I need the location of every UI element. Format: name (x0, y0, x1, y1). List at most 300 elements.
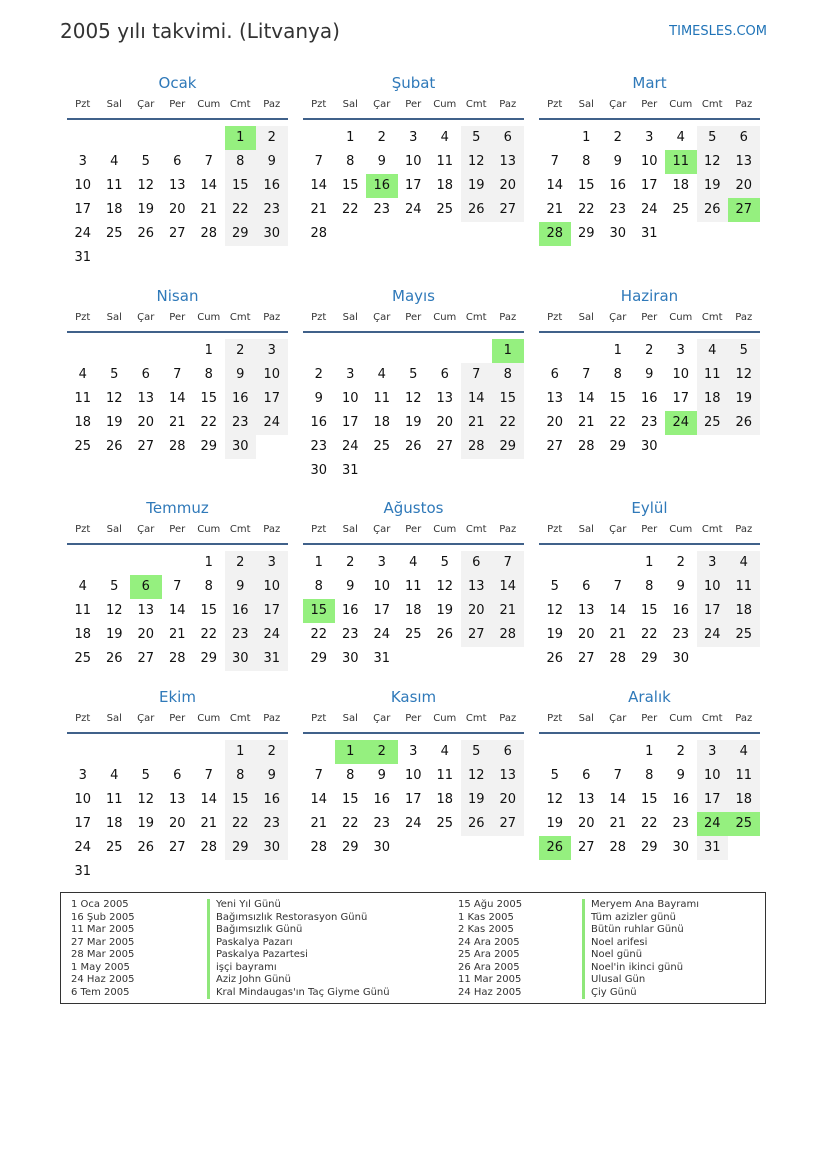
day-cell: 18 (404, 603, 422, 618)
day-cell: 17 (404, 792, 422, 807)
month-7 (67, 495, 288, 689)
holiday-day-cell: 26 (539, 836, 571, 860)
day-cell: 14 (461, 387, 493, 411)
day-cell: 18 (728, 788, 760, 812)
day-cell: 3 (697, 551, 729, 575)
day-cell: 30 (640, 439, 658, 454)
day-cell: 19 (137, 816, 155, 831)
day-cell: 28 (577, 439, 595, 454)
month-11 (303, 684, 524, 878)
day-cell: 10 (697, 575, 729, 599)
weekday-label: Cum (669, 99, 693, 110)
weekday-label: Cum (197, 524, 221, 535)
day-cell: 27 (577, 840, 595, 855)
day-cell: 6 (582, 768, 591, 783)
day-cell: 9 (377, 768, 386, 783)
day-cell: 4 (440, 744, 449, 759)
month-name: Ekim (159, 688, 196, 706)
day-cell: 6 (492, 126, 524, 150)
weekday-label: Cmt (229, 312, 251, 323)
day-cell: 7 (173, 579, 182, 594)
legend-holiday-name: Noel günü (582, 949, 699, 962)
weekday-label: Sal (342, 312, 358, 323)
day-cell: 20 (137, 415, 155, 430)
day-cell: 8 (613, 367, 622, 382)
day-cell: 17 (697, 599, 729, 623)
day-cell: 25 (404, 627, 422, 642)
month-1 (67, 70, 288, 264)
day-cell: 11 (373, 391, 391, 406)
weekday-label: Paz (499, 524, 517, 535)
weekday-label: Cmt (465, 99, 487, 110)
day-cell: 12 (461, 150, 493, 174)
day-cell: 22 (225, 812, 257, 836)
day-grid (539, 120, 760, 264)
day-cell: 3 (676, 343, 685, 358)
day-cell: 22 (492, 411, 524, 435)
day-cell: 31 (74, 864, 92, 879)
legend-date: 25 Ara 2005 (458, 949, 520, 960)
day-cell: 30 (672, 840, 690, 855)
weekday-label: Sal (106, 524, 122, 535)
day-cell: 24 (640, 202, 658, 217)
day-cell: 12 (137, 792, 155, 807)
weekday-label: Cmt (701, 312, 723, 323)
day-cell: 3 (377, 555, 386, 570)
day-cell: 8 (582, 154, 591, 169)
day-cell: 23 (310, 439, 328, 454)
day-cell: 16 (256, 174, 288, 198)
day-cell: 21 (577, 415, 595, 430)
day-cell: 19 (436, 603, 454, 618)
day-cell: 5 (440, 555, 449, 570)
day-cell: 12 (105, 603, 123, 618)
day-cell: 9 (346, 579, 355, 594)
day-cell: 24 (404, 816, 422, 831)
day-cell: 17 (74, 816, 92, 831)
weekday-label: Per (405, 713, 422, 724)
month-8 (303, 495, 524, 689)
day-cell: 25 (74, 651, 92, 666)
day-cell: 11 (74, 391, 92, 406)
legend-date: 2 Kas 2005 (458, 924, 514, 935)
day-cell: 17 (697, 788, 729, 812)
day-cell: 14 (546, 178, 564, 193)
day-cell: 27 (492, 198, 524, 222)
legend-date: 26 Ara 2005 (458, 961, 520, 973)
day-cell: 30 (225, 435, 257, 459)
day-cell: 4 (377, 367, 386, 382)
day-cell: 27 (168, 226, 186, 241)
day-cell: 24 (373, 627, 391, 642)
day-cell: 12 (546, 603, 564, 618)
day-cell: 30 (310, 463, 328, 478)
day-cell: 23 (256, 812, 288, 836)
day-cell: 5 (550, 579, 559, 594)
weekday-label: Cum (669, 524, 693, 535)
month-10 (67, 684, 288, 878)
day-cell: 4 (728, 740, 760, 764)
day-cell: 28 (310, 840, 328, 855)
legend-date: 11 Mar 2005 (458, 974, 522, 985)
holiday-day-cell: 24 (697, 812, 729, 836)
weekday-label: Çar (609, 524, 627, 535)
day-cell: 17 (74, 202, 92, 217)
day-cell: 5 (550, 768, 559, 783)
legend-holiday-name: Ulusal Gün (582, 974, 699, 987)
weekday-label: Per (405, 312, 422, 323)
day-cell: 16 (373, 792, 391, 807)
holiday-day-cell: 16 (366, 174, 398, 198)
day-cell: 27 (461, 623, 493, 647)
day-cell: 4 (409, 555, 418, 570)
legend-date: 15 Ağu 2005 (458, 899, 523, 910)
day-cell: 4 (676, 130, 685, 145)
day-cell: 1 (645, 744, 654, 759)
day-cell: 25 (373, 439, 391, 454)
weekday-label: Çar (137, 99, 155, 110)
day-cell: 1 (204, 555, 213, 570)
day-cell: 23 (341, 627, 359, 642)
day-cell: 2 (613, 130, 622, 145)
day-cell: 15 (341, 178, 359, 193)
day-cell: 4 (697, 339, 729, 363)
day-cell: 16 (225, 387, 257, 411)
weekday-label: Sal (578, 713, 594, 724)
month-name: Ağustos (383, 499, 444, 517)
day-cell: 8 (225, 764, 257, 788)
day-cell: 1 (645, 555, 654, 570)
day-grid (303, 545, 524, 689)
day-cell: 19 (137, 202, 155, 217)
day-cell: 7 (613, 768, 622, 783)
day-cell: 17 (341, 415, 359, 430)
weekday-label: Paz (263, 524, 281, 535)
day-cell: 1 (613, 343, 622, 358)
day-cell: 11 (74, 603, 92, 618)
weekday-label: Çar (373, 312, 391, 323)
day-cell: 10 (256, 575, 288, 599)
legend-date: 1 Oca 2005 (71, 899, 129, 910)
weekday-label: Sal (342, 524, 358, 535)
day-cell: 14 (200, 178, 218, 193)
day-cell: 4 (728, 551, 760, 575)
weekday-label: Sal (578, 99, 594, 110)
day-cell: 30 (341, 651, 359, 666)
day-cell: 6 (173, 768, 182, 783)
day-cell: 4 (78, 579, 87, 594)
day-grid (67, 734, 288, 878)
legend-holiday-name: Çiy Günü (582, 987, 699, 1000)
day-cell: 5 (110, 367, 119, 382)
day-cell: 13 (168, 178, 186, 193)
day-cell: 6 (141, 367, 150, 382)
day-cell: 23 (373, 202, 391, 217)
day-cell: 12 (436, 579, 454, 594)
day-cell: 16 (640, 391, 658, 406)
day-cell: 26 (137, 840, 155, 855)
legend-holiday-name: Bağımsızlık Günü (207, 924, 390, 937)
day-cell: 18 (105, 202, 123, 217)
month-5 (303, 283, 524, 477)
day-cell: 9 (377, 154, 386, 169)
day-cell: 19 (105, 627, 123, 642)
day-cell: 22 (609, 415, 627, 430)
legend-holiday-name: Tüm azizler günü (582, 912, 699, 925)
weekday-label: Çar (609, 99, 627, 110)
day-cell: 19 (105, 415, 123, 430)
weekday-label: Paz (735, 524, 753, 535)
day-cell: 31 (256, 647, 288, 671)
day-cell: 10 (672, 367, 690, 382)
day-cell: 26 (728, 411, 760, 435)
day-cell: 10 (373, 579, 391, 594)
day-cell: 22 (640, 816, 658, 831)
day-cell: 25 (105, 226, 123, 241)
weekday-label: Paz (735, 713, 753, 724)
day-cell: 28 (200, 840, 218, 855)
day-cell: 21 (310, 816, 328, 831)
day-cell: 18 (436, 178, 454, 193)
day-cell: 2 (225, 551, 257, 575)
day-cell: 5 (461, 126, 493, 150)
day-cell: 19 (461, 788, 493, 812)
month-name: Eylül (631, 499, 668, 517)
holiday-day-cell: 1 (335, 740, 367, 764)
weekday-header (67, 710, 288, 728)
day-cell: 21 (492, 599, 524, 623)
legend-holiday-name: Paskalya Pazarı (207, 937, 390, 950)
month-name: Aralık (628, 688, 671, 706)
day-cell: 23 (672, 816, 690, 831)
month-2 (303, 70, 524, 264)
day-cell: 31 (697, 836, 729, 860)
day-grid (67, 333, 288, 477)
day-cell: 29 (640, 651, 658, 666)
day-cell: 27 (436, 439, 454, 454)
day-cell: 23 (609, 202, 627, 217)
legend-holiday-name: Bütün ruhlar Günü (582, 924, 699, 937)
legend-date: 6 Tem 2005 (71, 986, 130, 998)
day-cell: 27 (492, 812, 524, 836)
day-cell: 23 (225, 411, 257, 435)
day-cell: 1 (225, 740, 257, 764)
weekday-label: Pzt (547, 312, 563, 323)
legend-date: 11 Mar 2005 (71, 924, 135, 935)
weekday-label: Cmt (465, 524, 487, 535)
holiday-day-cell: 1 (492, 339, 524, 363)
day-cell: 16 (341, 603, 359, 618)
day-cell: 30 (672, 651, 690, 666)
day-cell: 2 (377, 130, 386, 145)
day-cell: 1 (204, 343, 213, 358)
weekday-label: Per (641, 312, 658, 323)
weekday-label: Sal (106, 99, 122, 110)
day-cell: 24 (256, 411, 288, 435)
day-cell: 15 (200, 391, 218, 406)
day-cell: 9 (645, 367, 654, 382)
day-cell: 11 (436, 768, 454, 783)
day-cell: 13 (546, 391, 564, 406)
day-cell: 3 (78, 768, 87, 783)
weekday-label: Cmt (701, 524, 723, 535)
legend-holiday-name: Bağımsızlık Restorasyon Günü (207, 912, 390, 925)
holiday-day-cell: 28 (539, 222, 571, 246)
weekday-label: Çar (373, 524, 391, 535)
day-cell: 24 (74, 226, 92, 241)
day-cell: 10 (640, 154, 658, 169)
day-cell: 10 (256, 363, 288, 387)
day-cell: 20 (492, 174, 524, 198)
weekday-label: Cum (669, 713, 693, 724)
day-cell: 30 (225, 647, 257, 671)
day-cell: 23 (373, 816, 391, 831)
day-cell: 25 (697, 411, 729, 435)
month-9 (539, 495, 760, 689)
legend-date: 24 Haz 2005 (458, 986, 522, 998)
day-cell: 7 (204, 768, 213, 783)
day-cell: 2 (645, 343, 654, 358)
day-cell: 21 (200, 816, 218, 831)
day-cell: 5 (728, 339, 760, 363)
day-cell: 20 (168, 202, 186, 217)
day-cell: 21 (609, 816, 627, 831)
day-cell: 25 (672, 202, 690, 217)
day-cell: 14 (310, 178, 328, 193)
weekday-label: Cum (197, 312, 221, 323)
weekday-label: Çar (137, 713, 155, 724)
day-grid (303, 734, 524, 878)
weekday-label: Çar (137, 312, 155, 323)
day-cell: 15 (341, 792, 359, 807)
weekday-label: Cum (433, 524, 457, 535)
weekday-label: Çar (373, 99, 391, 110)
weekday-label: Cum (433, 713, 457, 724)
day-cell: 3 (256, 551, 288, 575)
day-cell: 8 (645, 768, 654, 783)
holiday-day-cell: 1 (225, 126, 257, 150)
day-cell: 26 (461, 198, 493, 222)
day-cell: 19 (546, 816, 564, 831)
day-cell: 18 (728, 599, 760, 623)
weekday-label: Sal (106, 713, 122, 724)
weekday-label: Pzt (75, 312, 91, 323)
legend-holiday-name: Paskalya Pazartesi (207, 949, 390, 962)
day-grid (303, 120, 524, 264)
weekday-label: Cum (433, 99, 457, 110)
weekday-label: Cmt (229, 99, 251, 110)
day-cell: 12 (546, 792, 564, 807)
weekday-label: Paz (735, 312, 753, 323)
day-cell: 15 (640, 603, 658, 618)
day-cell: 18 (74, 627, 92, 642)
weekday-label: Cum (197, 713, 221, 724)
holiday-day-cell: 24 (665, 411, 697, 435)
weekday-label: Per (641, 99, 658, 110)
weekday-label: Per (641, 713, 658, 724)
day-cell: 31 (341, 463, 359, 478)
day-cell: 13 (137, 391, 155, 406)
day-cell: 24 (341, 439, 359, 454)
day-cell: 8 (225, 150, 257, 174)
day-cell: 4 (78, 367, 87, 382)
day-cell: 19 (697, 174, 729, 198)
day-cell: 1 (346, 130, 355, 145)
weekday-label: Cum (433, 312, 457, 323)
day-cell: 18 (697, 387, 729, 411)
day-cell: 22 (341, 202, 359, 217)
day-cell: 28 (609, 840, 627, 855)
weekday-label: Pzt (75, 524, 91, 535)
day-cell: 4 (110, 154, 119, 169)
day-cell: 29 (577, 226, 595, 241)
legend-dates-right (458, 899, 522, 999)
day-cell: 29 (200, 439, 218, 454)
weekday-label: Pzt (311, 312, 327, 323)
legend-holiday-name: Aziz John Günü (207, 974, 390, 987)
day-cell: 8 (645, 579, 654, 594)
day-cell: 15 (492, 387, 524, 411)
weekday-label: Çar (609, 713, 627, 724)
day-cell: 20 (577, 627, 595, 642)
legend-names-right (582, 899, 699, 999)
day-cell: 13 (492, 150, 524, 174)
weekday-header (67, 96, 288, 114)
month-3 (539, 70, 760, 264)
legend-date: 24 Haz 2005 (71, 974, 135, 985)
day-cell: 6 (461, 551, 493, 575)
day-cell: 2 (676, 555, 685, 570)
day-cell: 8 (204, 579, 213, 594)
site-link[interactable]: TIMESLES.COM (669, 24, 767, 39)
weekday-label: Sal (106, 312, 122, 323)
day-cell: 28 (168, 651, 186, 666)
day-cell: 21 (200, 202, 218, 217)
day-cell: 21 (310, 202, 328, 217)
day-cell: 13 (137, 603, 155, 618)
day-cell: 10 (74, 178, 92, 193)
day-cell: 13 (492, 764, 524, 788)
day-cell: 26 (137, 226, 155, 241)
day-grid (67, 545, 288, 689)
day-cell: 7 (550, 154, 559, 169)
month-name: Kasım (390, 688, 437, 706)
day-cell: 10 (697, 764, 729, 788)
day-cell: 16 (310, 415, 328, 430)
page-title: 2005 yılı takvimi. (Litvanya) (60, 19, 340, 43)
day-cell: 11 (728, 575, 760, 599)
day-cell: 21 (546, 202, 564, 217)
day-cell: 3 (78, 154, 87, 169)
day-cell: 25 (74, 439, 92, 454)
weekday-label: Cmt (701, 99, 723, 110)
day-cell: 15 (640, 792, 658, 807)
day-cell: 14 (168, 391, 186, 406)
day-cell: 16 (672, 603, 690, 618)
legend-holiday-name: Noel arifesi (582, 937, 699, 950)
day-cell: 7 (314, 154, 323, 169)
weekday-label: Pzt (311, 524, 327, 535)
day-cell: 7 (461, 363, 493, 387)
weekday-label: Pzt (547, 524, 563, 535)
day-cell: 8 (314, 579, 323, 594)
month-name: Haziran (620, 287, 679, 305)
day-cell: 22 (200, 415, 218, 430)
weekday-label: Pzt (311, 99, 327, 110)
day-cell: 7 (173, 367, 182, 382)
day-cell: 21 (168, 627, 186, 642)
day-cell: 30 (256, 836, 288, 860)
